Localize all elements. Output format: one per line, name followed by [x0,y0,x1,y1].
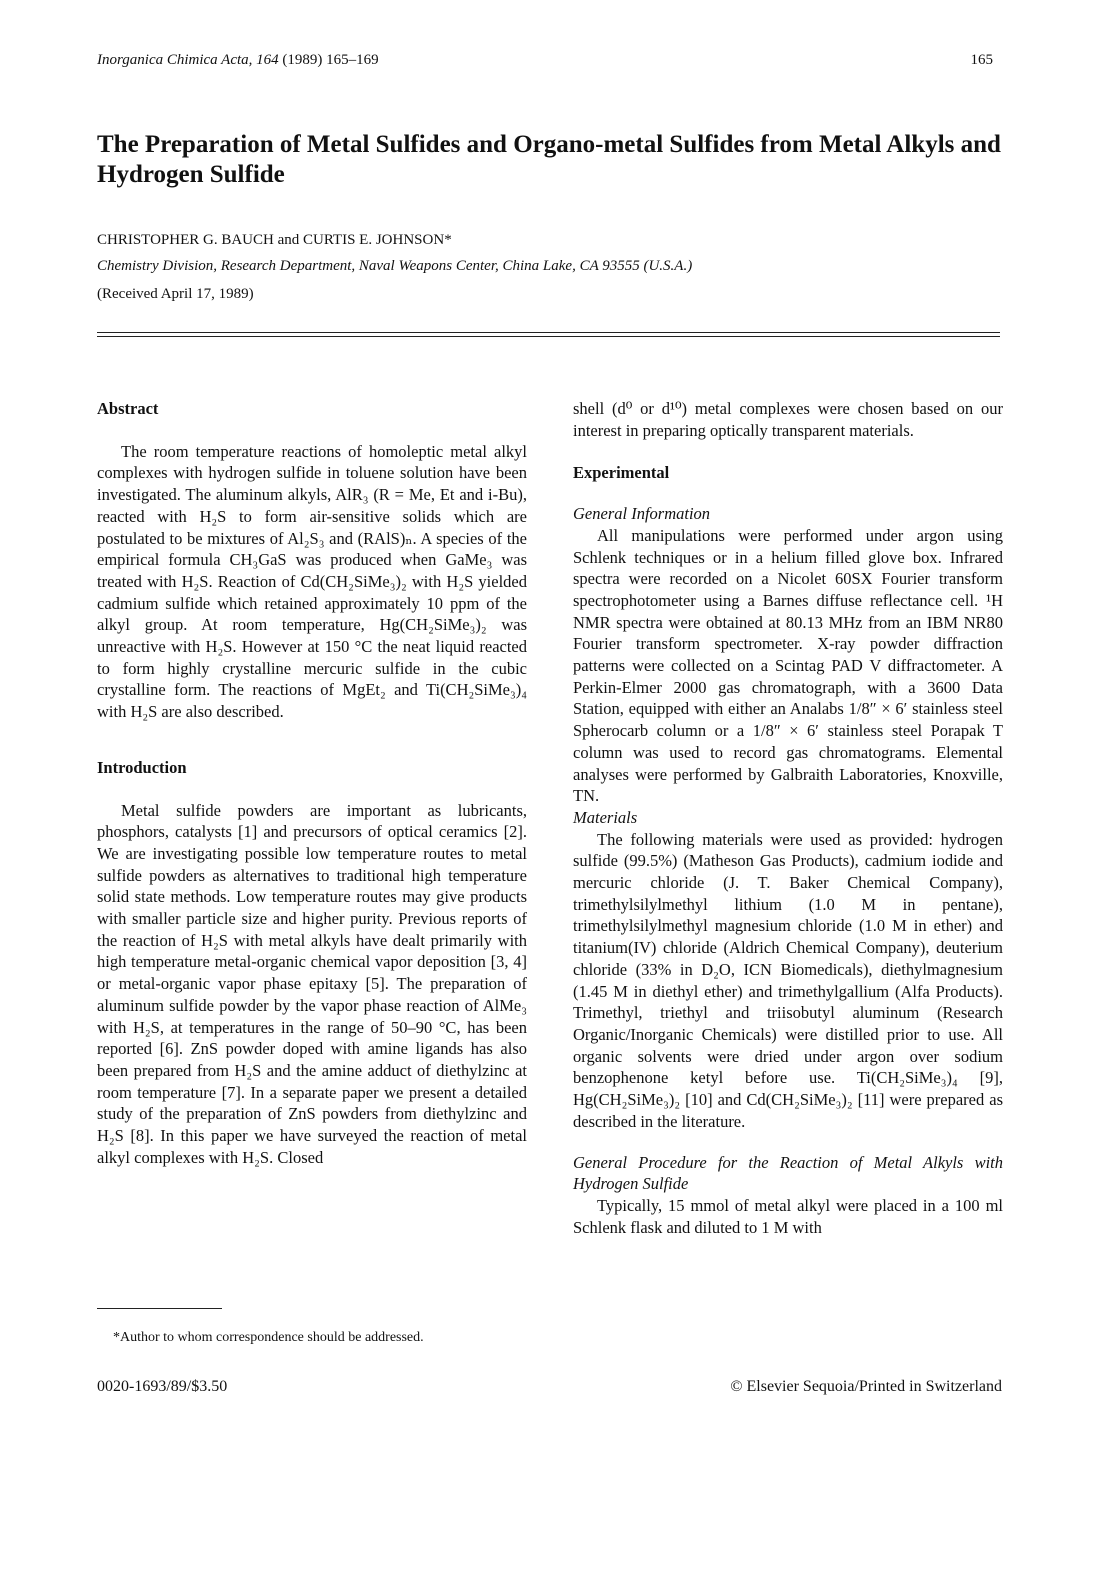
issn-code: 0020-1693/89/$3.50 [97,1378,228,1395]
received-date: (Received April 17, 1989) [97,286,254,302]
right-column [573,398,1003,1238]
page-number: 165 [970,52,993,68]
footnote-divider [97,1308,222,1309]
article-title: The Preparation of Metal Sulfides and Organo-metal Sulfides from Metal Alkyls and Hydrogen Sulfide [97,131,1001,188]
header-divider-bottom [97,336,1000,337]
author-affiliation: Chemistry Division, Research Department, Naval Weapons Center, China Lake, CA 93555 (U.S.A.) [97,258,693,274]
header-divider-top [97,332,1000,333]
general-procedure-heading: General Procedure for the Reaction of Metal Alkyls with Hydrogen Sulfide [573,1152,1003,1194]
general-procedure-text: Typically, 15 mmol of metal alkyl were placed in a 100 ml Schlenk flask and diluted to 1 M with [573,1195,1003,1237]
abstract-heading: Abstract [97,399,159,418]
experimental-heading: Experimental [573,463,670,483]
journal-name: Inorganica Chimica Acta, [97,52,253,68]
volume-number: 164 [256,52,279,68]
general-information-heading: General Information [573,504,711,524]
correspondence-footnote: *Author to whom correspondence should be addressed. [113,1330,424,1345]
materials-heading: Materials [573,807,638,827]
author-list: CHRISTOPHER G. BAUCH and CURTIS E. JOHNSON* [97,232,452,248]
introduction-continuation: shell (d⁰ or d¹⁰) metal complexes were chosen based on our interest in preparing optically transparent materials. [573,399,1003,440]
left-column [97,398,527,1169]
abstract-text: The room temperature reactions of homoleptic metal alkyl complexes with hydrogen sulfide in toluene solution have been investigated. The aluminum alkyls, AlR₃ (R = Me, Et and i-Bu), reacted with H₂S to form air-sensitive solids which are postulated to be mixtures of Al₂S₃ and (RAlS)ₙ. A species of the empirical formula CH₃GaS was produced when GaMe₃ was treated with H₂S. Reaction of Cd(CH₂SiMe₃)₂ with H₂S yielded cadmium sulfide which retained approximately 10 ppm of the alkyl group. At room temperature, Hg(CH₂SiMe₃)₂ was unreactive with H₂S. However at 150 °C the neat liquid reacted to form highly crystalline mercuric sulfide in the cubic crystalline form. The reactions of MgEt₂ and Ti(CH₂SiMe₃)₄ with H₂S are also described. [97,441,527,722]
materials-text: The following materials were used as provided: hydrogen sulfide (99.5%) (Matheson Gas Products), cadmium iodide and mercuric chloride (J. T. Baker Chemical Company), trimethylsilylmethyl lithium (1.0 M in pentane), trimethylsilylmethyl magnesium chloride (1.0 M in ether) and titanium(IV) chloride (Aldrich Chemical Company), deuterium chloride (33% in D₂O, ICN Biomedicals), diethylmagnesium (1.45 M in diethyl ether) and trimethylgallium (Alfa Products). Trimethyl, triethyl and triisobutyl aluminum (Research Organic/Inorganic Chemicals) were distilled prior to use. All organic solvents were dried under argon over sodium benzophenone ketyl before use. Ti(CH₂SiMe₃)₄ [9], Hg(CH₂SiMe₃)₂ [10] and Cd(CH₂SiMe₃)₂ [11] were prepared as described in the literature. [573,829,1003,1131]
introduction-heading: Introduction [97,757,187,777]
introduction-text: Metal sulfide powders are important as lubricants, phosphors, catalysts [1] and precursors of optical ceramics [2]. We are investigating possible low temperature routes to metal sulfide powders as alternatives to traditional high temperature solid state methods. Low temperature routes may give products with smaller particle size and higher purity. Previous reports of the reaction of H₂S with metal alkyls have dealt primarily with high temperature metal-organic chemical vapor deposition [3, 4] or metal-organic vapor phase epitaxy [5]. The preparation of aluminum sulfide powder by the vapor phase reaction of AlMe₃ with H₂S, at temperatures in the range of 50–90 °C, has been reported [6]. ZnS powder doped with amine ligands has also been prepared from H₂S and the amine adduct of diethylzinc at room temperature [7]. In a separate paper we present a detailed study of the preparation of ZnS powders from diethylzinc and H₂S [8]. In this paper we have surveyed the reaction of metal alkyl complexes with H₂S. Closed [97,800,527,1167]
general-information-text: All manipulations were performed under argon using Schlenk techniques or in a helium filled glove box. Infrared spectra were recorded on a Nicolet 60SX Fourier transform spectrophotometer using a Barnes diffuse reflectance cell. ¹H NMR spectra were obtained at 80.13 MHz from an IBM NR80 Fourier transform spectrometer. X-ray powder diffraction patterns were collected on a Scintag PAD V diffractometer. A Perkin-Elmer 2000 gas chromatograph, with a 3600 Data Station, equipped with either an Analabs 1/8″ × 6′ stainless steel Spherocarb column or a 1/8″ × 6′ stainless steel Porapak T column was used to record gas chromatograms. Elemental analyses were performed by Galbraith Laboratories, Knoxville, TN. [573,525,1003,806]
year-pages: (1989) 165–169 [282,52,379,68]
copyright-notice: © Elsevier Sequoia/Printed in Switzerland [730,1378,1002,1395]
running-head-citation [97,52,379,69]
